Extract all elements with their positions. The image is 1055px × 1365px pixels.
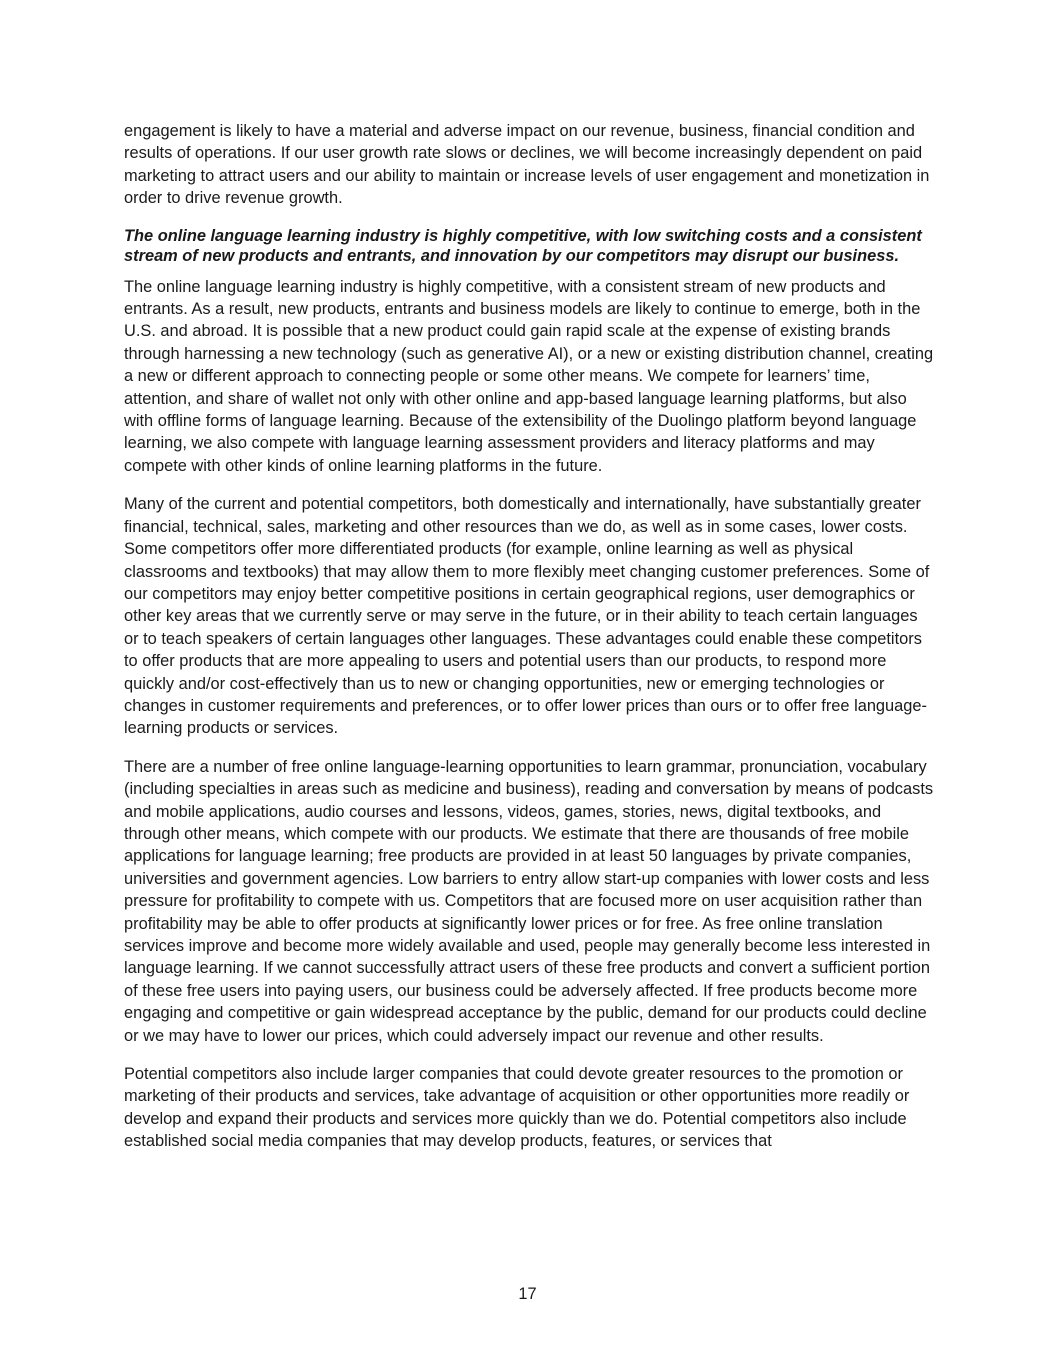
paragraph-potential-competitors: Potential competitors also include larger companies that could devote greater resources to the promotion or marketing of their products and services, take advantage of acquisition or other opportunities more readily or develop and expand their products and services more quickly than we do. Potential competitors also include established social media companies that may develop products, features, or services that <box>124 1065 910 1151</box>
paragraph-free-opportunities: There are a number of free online language-learning opportunities to learn grammar, pronunciation, vocabulary (including specialties in areas such as medicine and business), reading and conversation by means of podcasts and mobile applications, audio courses and lessons, videos, games, stories, news, digital textbooks, and through other means, which compete with our products. We estimate that there are thousands of free mobile applications for language learning; free products are provided in at least 50 languages by private companies, universities and government agencies. Low barriers to entry allow start-up companies with lower costs and less pressure for profitability to compete with us. Competitors that are focused more on user acquisition rather than profitability may be able to offer products at significantly lower prices or for free. As free online translation services improve and become more widely available and used, people may generally become less interested in language learning. If we cannot successfully attract users of these free products and convert a sufficient portion of these free users into paying users, our business could be adversely affected. If free products become more engaging and competitive or gain widespread acceptance by the public, demand for our products could decline or we may have to lower our prices, which could adversely impact our revenue and other results. <box>124 757 934 1045</box>
paragraph-competitor-resources: Many of the current and potential competitors, both domestically and internationally, have substantially greater financial, technical, sales, marketing and other resources than we do, as well as in some cases, lower costs. Some competitors offer more differentiated products (for example, online learning as well as physical classrooms and textbooks) that may allow them to more flexibly meet changing customer preferences. Some of our competitors may enjoy better competitive positions in certain geographical regions, user demographics or other key areas that we currently serve or may serve in the future, or in their ability to teach certain languages or to teach speakers of certain languages other languages. These advantages could enable these competitors to offer products that are more appealing to users and potential users than our products, to respond more quickly and/or cost-effectively than us to new or changing opportunities, new or emerging technologies or changes in customer requirements and preferences, or to offer lower prices than ours or to offer free language-learning products or services. <box>124 495 930 738</box>
section-heading: The online language learning industry is highly competitive, with low switching costs and a consistent stream of new products and entrants, and innovation by our competitors may disrupt our business. <box>124 226 922 266</box>
page-number: 17 <box>518 1285 537 1303</box>
paragraph-industry-competition: The online language learning industry is highly competitive, with a consistent stream of new products and entrants. As a result, new products, entrants and business models are likely to continue to emerge, both in the U.S. and abroad. It is possible that a new product could gain rapid scale at the expense of existing brands through harnessing a new technology (such as generative AI), or a new or existing distribution channel, creating a new or different approach to connecting people or some other means. We compete for learners’ time, attention, and share of wallet not only with other online and app-based language learning platforms, but also with offline forms of language learning. Because of the extensibility of the Duolingo platform beyond language learning, we also compete with language learning assessment providers and literacy platforms and may compete with other kinds of online learning platforms in the future. <box>124 277 934 475</box>
paragraph-engagement: engagement is likely to have a material and adverse impact on our revenue, business, financial condition and results of operations. If our user growth rate slows or declines, we will become increasingly dependent on paid marketing to attract users and our ability to maintain or increase levels of user engagement and monetization in order to drive revenue growth. <box>124 122 930 208</box>
document-body <box>124 120 934 1169</box>
